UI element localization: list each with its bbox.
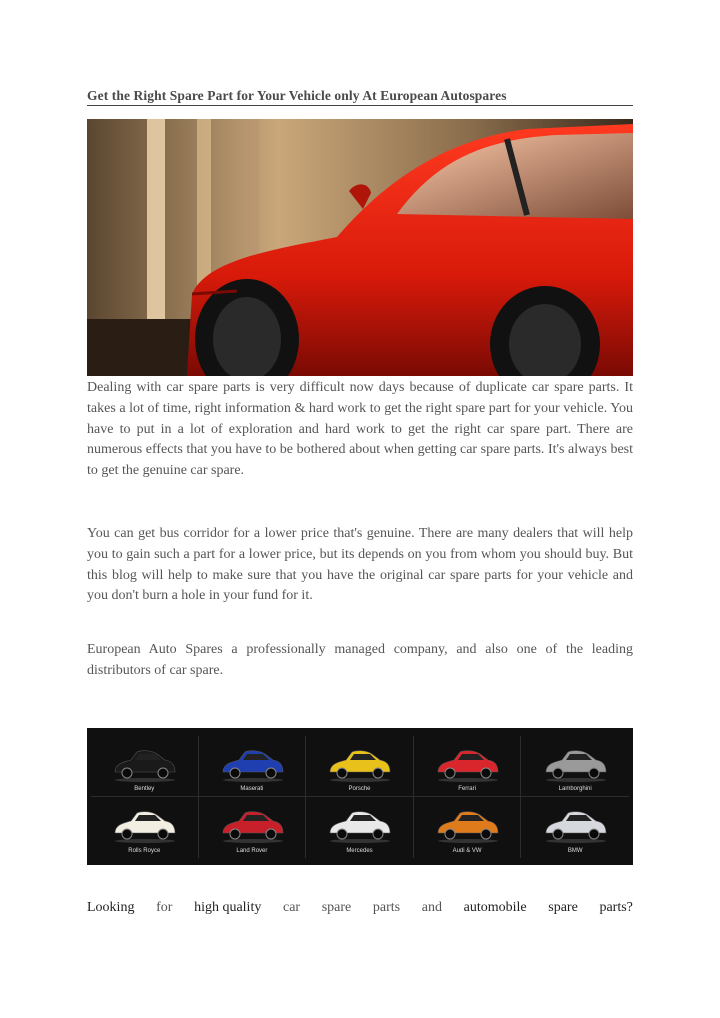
brand-cell	[91, 736, 199, 797]
closing-word: automobile	[463, 900, 527, 915]
paragraph-3: European Auto Spares a professionally managed company, and also one of the leading distributors of car spare.	[87, 642, 633, 678]
closing-word: spare	[321, 900, 352, 915]
brand-car-icon	[540, 742, 610, 784]
closing-word: Looking	[87, 900, 135, 915]
brand-cell	[199, 797, 307, 858]
brand-car-icon	[217, 742, 287, 784]
brand-label: Rolls Royce	[128, 848, 161, 854]
paragraph-1: Dealing with car spare parts is very difficult now days because of duplicate car spare parts. It takes a lot of time, right information & hard work to get the right spare part for your vehicle. You have to put in a lot of exploration and hard work to get the right car spare part. There are numerous effects that you have to be bothered about when getting car spare parts. It's always best to get the genuine car spare.	[87, 380, 633, 479]
brand-label: Lamborghini	[558, 786, 592, 792]
closing-word: parts?	[599, 900, 633, 915]
closing-line	[87, 900, 633, 916]
brand-label: Mercedes	[346, 848, 373, 854]
brand-car-icon	[432, 803, 502, 845]
closing-word: spare	[548, 900, 578, 915]
car-brands-image	[87, 728, 633, 865]
brand-cell	[306, 736, 414, 797]
brand-car-icon	[324, 742, 394, 784]
brand-label: Porsche	[348, 786, 371, 792]
brand-cell	[414, 736, 522, 797]
brand-cell	[199, 736, 307, 797]
brand-car-icon	[432, 742, 502, 784]
closing-word: parts	[372, 900, 401, 915]
paragraph-2: You can get bus corridor for a lower price that's genuine. There are many dealers that will help you to gain such a part for a lower price, but its depends on you from whom you should buy. But this blog will help to make sure that you have the original car spare parts for your vehicle and you don't burn a hole in your fund for it.	[87, 526, 633, 604]
brand-label: Maserati	[240, 786, 264, 792]
brand-cell	[306, 797, 414, 858]
page-title: Get the Right Spare Part for Your Vehicle only At European Autospares	[87, 88, 633, 106]
brand-car-icon	[217, 803, 287, 845]
hero-car-illustration	[87, 119, 633, 376]
brand-label: Bentley	[134, 786, 155, 792]
hero-car-image	[87, 119, 633, 376]
brand-grid	[91, 736, 629, 858]
brand-label: Audi & VW	[452, 848, 482, 854]
brand-label: BMW	[567, 848, 583, 854]
brand-cell	[414, 797, 522, 858]
brand-car-icon	[324, 803, 394, 845]
brand-label: Land Rover	[236, 848, 268, 854]
brand-car-icon	[109, 803, 179, 845]
brand-car-icon	[109, 742, 179, 784]
brand-cell	[91, 797, 199, 858]
brand-car-icon	[540, 803, 610, 845]
brand-cell	[521, 797, 629, 858]
brand-label: Ferrari	[458, 786, 476, 792]
closing-word: and	[421, 900, 442, 915]
closing-word: high quality	[194, 900, 262, 915]
closing-word: car	[282, 900, 301, 915]
closing-word: for	[156, 900, 173, 915]
brand-cell	[521, 736, 629, 797]
